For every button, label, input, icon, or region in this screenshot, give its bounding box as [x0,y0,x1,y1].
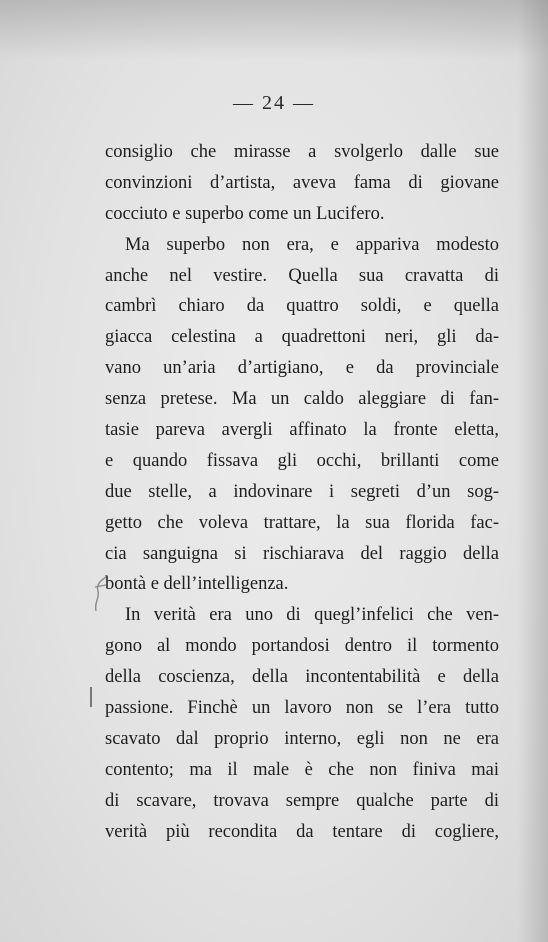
text-line: cocciuto e superbo come un Lucifero. [105,203,385,224]
body-text [105,137,499,847]
text-line: due stelle, a indovinare i segreti d’un sog- [105,481,499,502]
text-line: consiglio che mirasse a svolgerlo dalle sue [105,142,499,162]
text-line: tasie pareva avergli affinato la fronte eletta, [105,420,499,441]
text-line: In verità era uno di quegl’infelici che ven- [125,605,499,626]
scan-shadow-right [518,0,548,942]
text-line: verità più recondita da tentare di cogliere, [105,821,499,842]
text-line: di scavare, trovava sempre qualche parte di [105,790,499,811]
pencil-margin-line [90,687,92,707]
text-line: convinzioni d’artista, aveva fama di giovane [105,172,499,193]
text-line: cia sanguigna si rischiarava del raggio della [105,543,499,564]
text-line: vano un’aria d’artigiano, e da provinciale [105,358,499,379]
text-line: contento; ma il male è che non finiva mai [105,759,499,780]
text-line: passione. Finchè un lavoro non se l’era tutto [105,698,499,719]
text-line: giacca celestina a quadrettoni neri, gli da- [105,327,499,348]
text-line: bontà e dell’intelligenza. [105,574,289,595]
page-number: — 24 — [233,92,315,114]
text-line: della coscienza, della incontentabilità e della [105,667,499,688]
text-line: cambrì chiaro da quattro soldi, e quella [105,296,499,317]
text-line: gono al mondo portandosi dentro il tormento [105,636,499,657]
pencil-annotation-mark [90,575,112,615]
scan-shadow-top [0,0,548,60]
text-line: getto che voleva trattare, la sua florida fac- [105,512,499,533]
text-line: e quando fissava gli occhi, brillanti come [105,450,499,471]
text-line: senza pretese. Ma un caldo aleggiare di fan- [105,389,499,410]
text-line: scavato dal proprio interno, egli non ne era [105,728,499,749]
text-line: anche nel vestire. Quella sua cravatta di [105,265,499,286]
text-line: Ma superbo non era, e appariva modesto [125,234,499,255]
